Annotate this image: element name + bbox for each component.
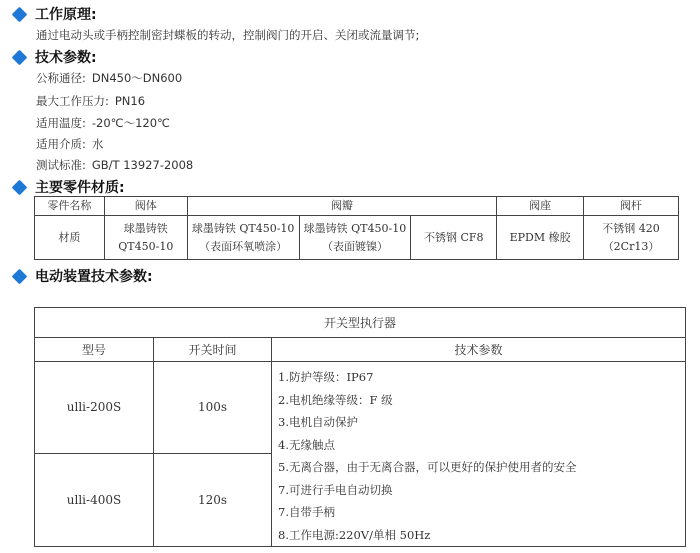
- param-line: 7.自带手柄: [278, 505, 335, 519]
- diamond-bullet-icon: [12, 49, 28, 65]
- data-cell: [104, 216, 187, 260]
- cell-line: QT450-10: [118, 239, 174, 253]
- data-cell: [187, 216, 299, 260]
- diamond-bullet-icon: [12, 6, 28, 22]
- section-device-header: [12, 266, 153, 286]
- cell-line: 球墨铸铁: [123, 221, 168, 235]
- data-cell: EPDM 橡胶: [497, 216, 584, 260]
- principle-text: 通过电动头或手柄控制密封蝶板的转动，控制阀门的开启、关闭或流量调节;: [36, 28, 420, 42]
- header-cell: 技术参数: [272, 338, 686, 362]
- header-cell: 型号: [35, 338, 154, 362]
- tech-row: [36, 115, 170, 131]
- time-cell: 100s: [154, 362, 272, 454]
- header-cell: 零件名称: [35, 197, 105, 216]
- section-title: 工作原理:: [35, 7, 97, 23]
- tech-row: [36, 93, 145, 109]
- tech-label: 适用介质:: [36, 137, 86, 151]
- section-materials-header: [12, 177, 125, 197]
- time-cell: 120s: [154, 453, 272, 546]
- cell-line: （2Cr13）: [602, 239, 660, 253]
- model-cell: ulli-200S: [35, 362, 154, 454]
- device-table: [34, 307, 686, 547]
- diamond-bullet-icon: [12, 179, 28, 195]
- tech-value: -20℃～120℃: [91, 116, 170, 130]
- section-title: 技术参数:: [35, 50, 97, 66]
- device-title-row: [35, 308, 686, 338]
- tech-value: PN16: [114, 94, 146, 108]
- param-line: 2.电机绝缘等级：F 级: [278, 392, 393, 407]
- data-cell: 材质: [35, 216, 105, 260]
- tech-value: GB/T 13927-2008: [91, 158, 194, 172]
- tech-label: 公称通径:: [36, 71, 86, 85]
- device-model-row: [35, 362, 686, 454]
- param-line: 3.电机自动保护: [278, 415, 358, 429]
- header-cell: 阀体: [104, 197, 187, 216]
- section-tech-header: [12, 47, 97, 67]
- param-line: 7.可进行手电自动切换: [278, 482, 393, 497]
- param-line: 4.无缘触点: [278, 437, 335, 452]
- param-line: 5.无离合器，由于无离合器，可以更好的保护使用者的安全: [278, 460, 577, 474]
- tech-row: [36, 157, 193, 173]
- header-cell: 阀杆: [584, 197, 679, 216]
- cell-line: 球墨铸铁 QT450-10: [303, 221, 407, 235]
- param-line: 8.工作电源:220V/单相 50Hz: [278, 527, 431, 542]
- tech-value: 水: [91, 137, 104, 151]
- cell-line: 球墨铸铁 QT450-10: [191, 221, 295, 235]
- tech-label: 测试标准:: [36, 158, 86, 172]
- materials-header-row: [35, 197, 679, 216]
- tech-row: [36, 70, 182, 86]
- tech-value: DN450～DN600: [91, 71, 183, 85]
- header-cell: 阀座: [497, 197, 584, 216]
- tech-label: 最大工作压力:: [36, 94, 109, 108]
- data-cell: 不锈钢 CF8: [411, 216, 497, 260]
- header-cell: 开关时间: [154, 338, 272, 362]
- device-header-row: [35, 338, 686, 362]
- diamond-bullet-icon: [12, 268, 28, 284]
- materials-data-row: [35, 216, 679, 260]
- section-title: 电动装置技术参数:: [35, 269, 153, 285]
- section-principle-header: [12, 4, 97, 24]
- param-line: 1.防护等级：IP67: [278, 370, 374, 384]
- materials-table: [34, 196, 679, 260]
- model-cell: ulli-400S: [35, 453, 154, 546]
- section-title: 主要零件材质:: [35, 180, 125, 196]
- header-cell: 阀瓣: [187, 197, 496, 216]
- params-cell: [272, 362, 686, 547]
- device-table-title: 开关型执行器: [35, 308, 686, 338]
- cell-line: （表面镀镍）: [321, 239, 388, 253]
- tech-label: 适用温度:: [36, 116, 86, 130]
- tech-row: [36, 136, 103, 152]
- data-cell: [584, 216, 679, 260]
- cell-line: （表面环氧喷涂）: [199, 239, 288, 253]
- cell-line: 不锈钢 420: [602, 221, 660, 235]
- data-cell: [299, 216, 411, 260]
